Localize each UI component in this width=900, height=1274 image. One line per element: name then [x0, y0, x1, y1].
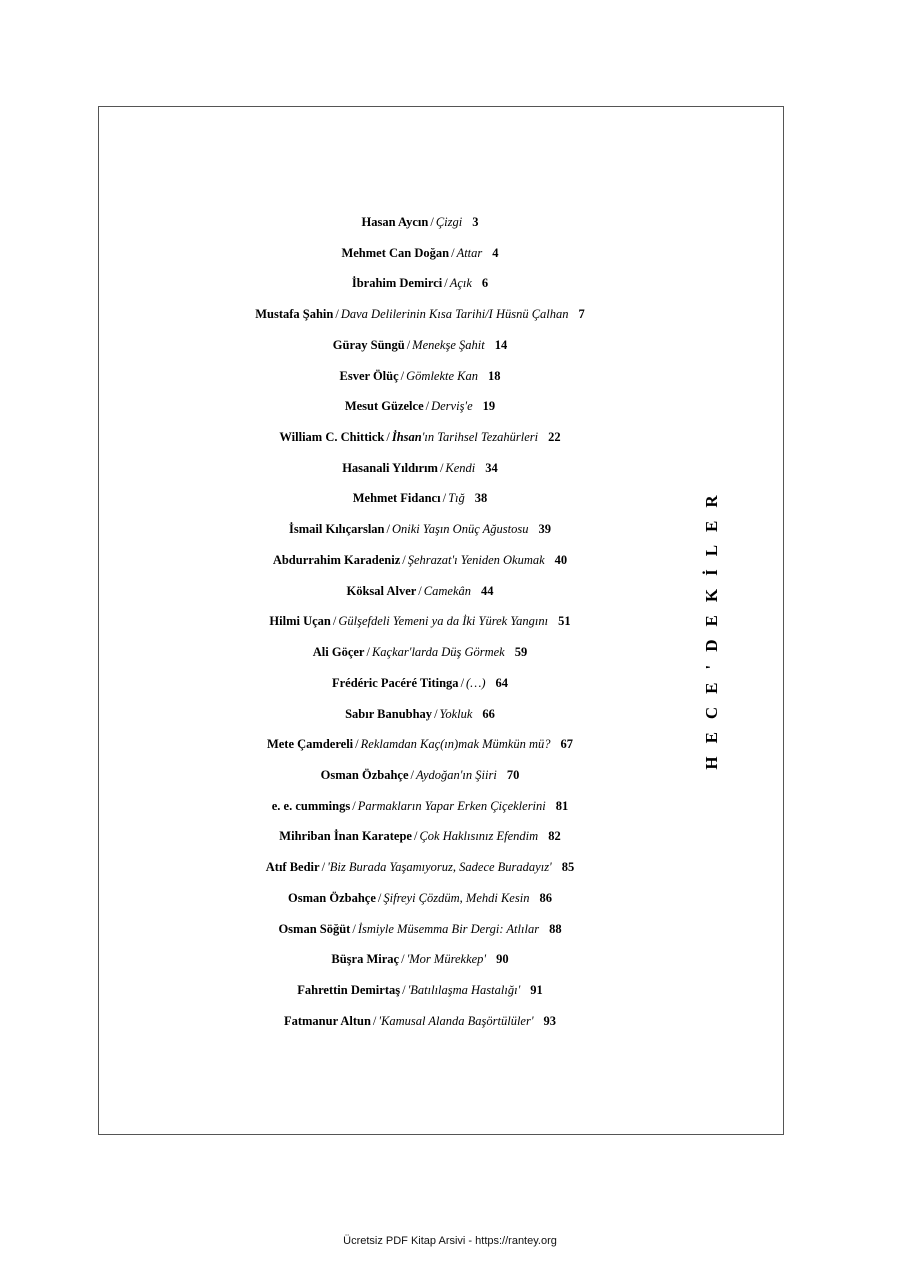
- toc-entry: [150, 367, 690, 398]
- toc-entry: [150, 489, 690, 520]
- toc-entry: [150, 766, 690, 797]
- toc-page-number: 44: [481, 583, 494, 598]
- toc-author: Frédéric Pacéré Titinga: [331, 675, 459, 690]
- toc-separator: /: [444, 276, 448, 291]
- toc-title: Dava Delilerinin Kısa Tarihi/I Hüsnü Çalhan: [340, 307, 569, 322]
- toc-title: Parmakların Yapar Erken Çiçeklerini: [357, 798, 546, 813]
- toc-author: Osman Söğüt: [278, 921, 351, 936]
- toc-page-number: 39: [538, 522, 551, 537]
- toc-page-number: 40: [554, 552, 568, 567]
- toc-separator: /: [366, 645, 370, 660]
- toc-author: Hasanali Yıldırım: [342, 460, 438, 475]
- toc-entry: [150, 920, 690, 951]
- toc-author: İsmail Kılıçarslan: [289, 522, 385, 537]
- toc-separator: /: [355, 737, 359, 752]
- toc-separator: /: [386, 430, 390, 445]
- toc-entry: [150, 213, 690, 244]
- toc-separator: /: [401, 952, 405, 967]
- toc-page-number: 81: [555, 798, 569, 813]
- toc-entry: [150, 428, 690, 459]
- toc-author: Mehmet Can Doğan: [341, 245, 450, 260]
- toc-separator: /: [377, 890, 382, 905]
- toc-separator: /: [460, 675, 465, 690]
- toc-separator: /: [418, 583, 422, 598]
- toc-entry: [150, 582, 690, 613]
- toc-entry: [150, 858, 690, 889]
- toc-separator: /: [402, 982, 406, 997]
- toc-author: Büşra Miraç: [331, 952, 400, 967]
- toc-author: Sabır Banubhay: [345, 706, 433, 721]
- toc-separator: /: [321, 860, 326, 875]
- toc-page-number: 6: [481, 276, 489, 291]
- toc-page-number: 7: [578, 307, 585, 322]
- toc-author: Ali Göçer: [312, 645, 365, 660]
- toc-separator: /: [425, 399, 430, 414]
- toc-page-number: 51: [558, 614, 571, 629]
- toc-title: Kaçkar'larda Düş Görmek: [371, 645, 505, 660]
- toc-page-number: 93: [543, 1013, 557, 1028]
- toc-page-number: 91: [530, 982, 543, 997]
- toc-page-number: 14: [494, 337, 508, 352]
- toc-author: Güray Süngü: [332, 337, 405, 352]
- toc-title: 'Kamusal Alanda Başörtülüler': [378, 1013, 534, 1028]
- toc-title-emphasis: İhsan: [391, 430, 422, 445]
- toc-page-number: 70: [506, 767, 520, 782]
- toc-title: Şehrazat'ı Yeniden Okumak: [407, 552, 545, 567]
- toc-separator: /: [386, 522, 390, 537]
- toc-page-number: 90: [496, 952, 509, 967]
- toc-author: Atıf Bedir: [265, 860, 320, 875]
- toc-author: Esver Ölüç: [339, 368, 399, 383]
- toc-title: 'Biz Burada Yaşamıyoruz, Sadece Buradayız': [327, 860, 552, 875]
- toc-author: Mehmet Fidancı: [352, 491, 441, 506]
- toc-author: e. e. cummings: [271, 798, 351, 813]
- toc-entry: [150, 981, 690, 1012]
- toc-page-number: 85: [561, 860, 575, 875]
- toc-page-number: 19: [482, 399, 496, 414]
- toc-entry: [150, 889, 690, 920]
- toc-separator: /: [352, 798, 356, 813]
- toc-title: 'Batılılaşma Hastalığı': [407, 982, 521, 997]
- toc-title: Reklamdan Kaç(ın)mak Mümkün mü?: [360, 737, 551, 752]
- toc-title: Çizgi: [435, 215, 463, 229]
- toc-separator: /: [332, 614, 337, 629]
- toc-page-number: 59: [514, 645, 528, 660]
- toc-author: William C. Chittick: [279, 430, 385, 445]
- toc-author: Osman Özbahçe: [320, 767, 409, 782]
- toc-author: Köksal Alver: [346, 583, 417, 598]
- toc-title: 'ın Tarihsel Tezahürleri: [421, 430, 539, 445]
- toc-separator: /: [402, 552, 406, 567]
- toc-entry: [150, 459, 690, 490]
- toc-title: Çok Haklısınız Efendim: [419, 829, 539, 844]
- toc-author: Mete Çamdereli: [266, 737, 354, 752]
- toc-entry: [150, 305, 690, 336]
- toc-title: Menekşe Şahit: [412, 337, 485, 352]
- spine-title: HECE'DEKİLER: [702, 482, 721, 770]
- toc-entry: [150, 244, 690, 275]
- toc-title: (…): [466, 675, 486, 690]
- toc-entry: [150, 1012, 690, 1043]
- toc-title: Tığ: [448, 491, 465, 506]
- toc-entry: [150, 336, 690, 367]
- spine-title-box: [697, 458, 727, 794]
- toc-title: Yokluk: [439, 706, 473, 721]
- toc-title: Şifreyi Çözdüm, Mehdi Kesin: [383, 890, 530, 905]
- toc-title: Gömlekte Kan: [406, 368, 478, 383]
- toc-title: Oniki Yaşın Onüç Ağustosu: [392, 522, 529, 537]
- toc-page-number: 34: [485, 460, 498, 475]
- toc-page-number: 38: [474, 491, 488, 506]
- toc-entry: [150, 827, 690, 858]
- toc-page-number: 18: [488, 368, 501, 383]
- toc-title: Attar: [456, 245, 483, 260]
- toc-separator: /: [335, 307, 339, 322]
- toc-entry: [150, 797, 690, 828]
- table-of-contents: [150, 213, 690, 1042]
- toc-author: Mesut Güzelce: [344, 399, 424, 414]
- toc-entry: [150, 735, 690, 766]
- toc-author: Abdurrahim Karadeniz: [272, 552, 401, 567]
- toc-title: Açık: [449, 276, 472, 291]
- toc-entry: [150, 551, 690, 582]
- toc-page-number: 88: [549, 921, 562, 936]
- toc-title: Camekân: [423, 583, 471, 598]
- toc-entry: [150, 674, 690, 705]
- toc-entry: [150, 520, 690, 551]
- toc-separator: /: [410, 767, 415, 782]
- toc-author: Hilmi Uçan: [269, 614, 331, 629]
- toc-page-number: 67: [560, 737, 574, 752]
- toc-title: İsmiyle Müsemma Bir Dergi: Atlılar: [357, 921, 540, 936]
- toc-page-number: 66: [482, 706, 495, 721]
- footer-text: Ücretsiz PDF Kitap Arsivi - https://rantey.org: [343, 1235, 557, 1247]
- toc-page-number: 4: [492, 245, 499, 260]
- toc-separator: /: [442, 491, 447, 506]
- toc-author: Osman Özbahçe: [288, 890, 376, 905]
- toc-author: İbrahim Demirci: [351, 276, 443, 291]
- toc-page-number: 82: [548, 829, 561, 844]
- toc-author: Fatmanur Altun: [283, 1013, 371, 1028]
- toc-page-number: 3: [472, 215, 479, 229]
- toc-author: Mihriban İnan Karatepe: [279, 829, 412, 844]
- toc-separator: /: [352, 921, 356, 936]
- toc-separator: /: [434, 706, 438, 721]
- toc-author: Mustafa Şahin: [255, 307, 334, 322]
- toc-entry: [150, 705, 690, 736]
- toc-entry: [150, 643, 690, 674]
- toc-author: Hasan Aycın: [361, 215, 429, 229]
- toc-title: 'Mor Mürekkep': [406, 952, 487, 967]
- toc-separator: /: [439, 460, 444, 475]
- toc-title: Derviş'e: [431, 399, 473, 414]
- toc-title: Kendi: [445, 460, 476, 475]
- toc-separator: /: [413, 829, 418, 844]
- toc-entry: [150, 950, 690, 981]
- toc-title: Aydoğan'ın Şiiri: [416, 767, 497, 782]
- toc-separator: /: [406, 337, 411, 352]
- toc-entry: [150, 397, 690, 428]
- toc-title: Gülşefdeli Yemeni ya da İki Yürek Yangını: [338, 614, 549, 629]
- toc-separator: /: [451, 245, 455, 260]
- toc-entry: [150, 612, 690, 643]
- toc-author: Fahrettin Demirtaş: [297, 982, 401, 997]
- toc-separator: /: [372, 1013, 377, 1028]
- toc-separator: /: [430, 215, 434, 229]
- toc-page-number: 86: [539, 890, 552, 905]
- toc-page-number: 64: [495, 675, 508, 690]
- toc-page-number: 22: [548, 430, 561, 445]
- toc-separator: /: [400, 368, 405, 383]
- toc-entry: [150, 274, 690, 305]
